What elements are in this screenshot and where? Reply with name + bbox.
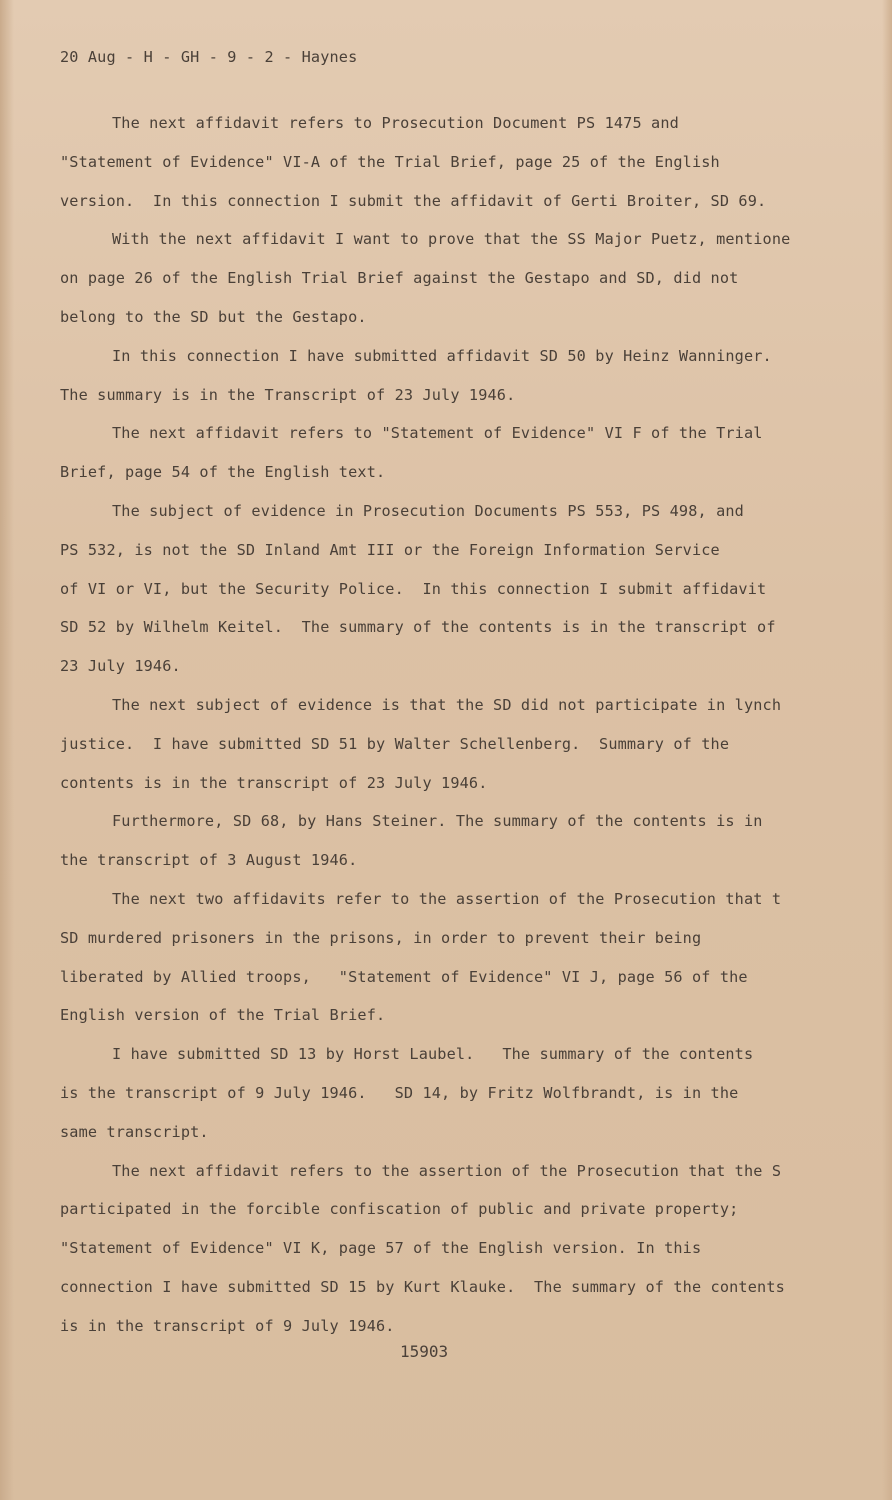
text-line: The next subject of evidence is that the SD did not participate in lynch xyxy=(112,695,782,714)
text-line: is in the transcript of 9 July 1946. xyxy=(60,1316,395,1335)
text-line: connection I have submitted SD 15 by Kurt Klauke. The summary of the contents xyxy=(60,1277,785,1296)
text-line: The subject of evidence in Prosecution Documents PS 553, PS 498, and xyxy=(112,501,744,520)
paragraph xyxy=(60,1152,860,1346)
document-header: 20 Aug - H - GH - 9 - 2 - Haynes xyxy=(60,48,358,66)
text-line: English version of the Trial Brief. xyxy=(60,1006,386,1025)
paragraph xyxy=(60,337,860,415)
text-line: SD 52 by Wilhelm Keitel. The summary of the contents is in the transcript of xyxy=(60,618,776,637)
paragraph xyxy=(60,1035,860,1151)
text-line: same transcript. xyxy=(60,1122,209,1141)
text-line: With the next affidavit I want to prove that the SS Major Puetz, mentione xyxy=(112,230,791,249)
text-line: of VI or VI, but the Security Police. In this connection I submit affidavit xyxy=(60,579,767,598)
text-line: The next affidavit refers to Prosecution Document PS 1475 and xyxy=(112,114,679,132)
document-body xyxy=(60,46,860,1346)
page-number: 15903 xyxy=(400,1342,449,1361)
text-line: I have submitted SD 13 by Horst Laubel. The summary of the contents xyxy=(112,1045,754,1064)
paragraph xyxy=(60,104,860,220)
text-line: version. In this connection I submit the affidavit of Gerti Broiter, SD 69. xyxy=(60,191,767,210)
text-line: In this connection I have submitted affidavit SD 50 by Heinz Wanninger. xyxy=(112,346,772,365)
text-line: "Statement of Evidence" VI-A of the Trial Brief, page 25 of the English xyxy=(60,152,720,171)
text-line: participated in the forcible confiscation of public and private property; xyxy=(60,1200,739,1219)
text-line: "Statement of Evidence" VI K, page 57 of the English version. In this xyxy=(60,1239,702,1258)
text-line: The summary is in the Transcript of 23 July 1946. xyxy=(60,385,516,404)
text-line: 23 July 1946. xyxy=(60,657,181,676)
text-line: Brief, page 54 of the English text. xyxy=(60,463,386,482)
paragraph xyxy=(60,492,860,686)
paragraph xyxy=(60,802,860,880)
text-line: SD murdered prisoners in the prisons, in order to prevent their being xyxy=(60,928,702,947)
text-line: justice. I have submitted SD 51 by Walter Schellenberg. Summary of the xyxy=(60,734,730,753)
text-line: contents is in the transcript of 23 July 1946. xyxy=(60,773,488,792)
text-line: liberated by Allied troops, "Statement of Evidence" VI J, page 56 of the xyxy=(60,967,748,986)
text-line: PS 532, is not the SD Inland Amt III or the Foreign Information Service xyxy=(60,540,720,559)
text-line: belong to the SD but the Gestapo. xyxy=(60,307,367,326)
text-line: The next two affidavits refer to the assertion of the Prosecution that t xyxy=(112,889,782,908)
text-line: The next affidavit refers to the assertion of the Prosecution that the S xyxy=(112,1161,782,1180)
text-line: Furthermore, SD 68, by Hans Steiner. The summary of the contents is in xyxy=(112,812,763,831)
text-line: on page 26 of the English Trial Brief against the Gestapo and SD, did not xyxy=(60,269,739,288)
paragraph xyxy=(60,686,860,802)
text-line: the transcript of 3 August 1946. xyxy=(60,851,358,870)
paragraph xyxy=(60,414,860,492)
paragraph xyxy=(60,880,860,1035)
text-line: The next affidavit refers to "Statement of Evidence" VI F of the Trial xyxy=(112,424,763,443)
paragraph xyxy=(60,220,860,336)
text-line: is the transcript of 9 July 1946. SD 14, by Fritz Wolfbrandt, is in the xyxy=(60,1083,739,1102)
